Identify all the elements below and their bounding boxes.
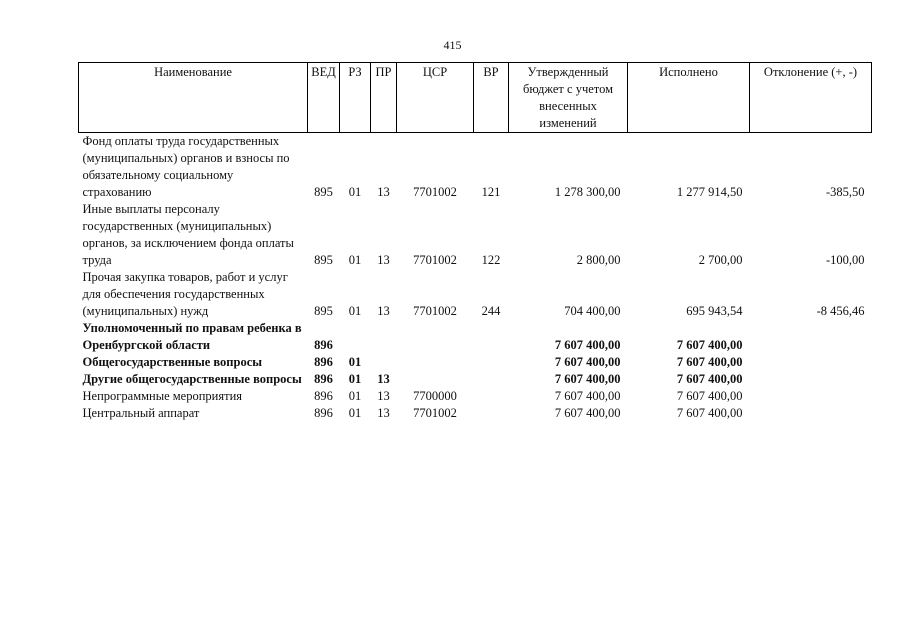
- row-csr: 7701002: [413, 406, 457, 420]
- table-row: [79, 405, 872, 422]
- row-name: Прочая закупка товаров, работ и услуг для обеспечения государственных (муниципальных) нужд: [82, 270, 288, 318]
- row-executed: 7 607 400,00: [676, 389, 743, 403]
- row-csr: 7700000: [413, 389, 457, 403]
- row-deviation: [750, 405, 872, 422]
- row-deviation: -100,00: [825, 253, 865, 267]
- budget-table: [78, 62, 872, 422]
- row-pr: 13: [377, 406, 390, 420]
- row-rz: 01: [348, 355, 362, 369]
- row-approved: 7 607 400,00: [554, 338, 621, 352]
- table-row: [79, 133, 872, 202]
- header-vr: ВР: [474, 63, 509, 133]
- table-row: [79, 388, 872, 405]
- header-approved: Утвержденный бюджет с учетом внесенных изменений: [509, 63, 628, 133]
- row-approved: 7 607 400,00: [554, 355, 621, 369]
- row-name: Уполномоченный по правам ребенка в Оренбургской области: [82, 321, 302, 352]
- row-executed: 7 607 400,00: [676, 355, 743, 369]
- row-vr: 244: [481, 304, 501, 318]
- row-pr: 13: [377, 372, 390, 386]
- header-executed: Исполнено: [628, 63, 750, 133]
- row-ved: 896: [314, 355, 333, 369]
- table-row: [79, 371, 872, 388]
- row-executed: 1 277 914,50: [676, 185, 743, 199]
- row-executed: 2 700,00: [698, 253, 743, 267]
- row-vr: 122: [481, 253, 501, 267]
- header-name: Наименование: [79, 63, 308, 133]
- row-ved: 895: [314, 253, 333, 267]
- row-name: Другие общегосударственные вопросы: [82, 372, 302, 386]
- table-row: [79, 269, 872, 320]
- row-csr: [397, 354, 474, 371]
- row-rz: 01: [348, 406, 362, 420]
- header-csr: ЦСР: [397, 63, 474, 133]
- row-pr: 13: [377, 304, 390, 318]
- row-ved: 896: [314, 406, 333, 420]
- row-executed: 7 607 400,00: [676, 338, 743, 352]
- page-number: 415: [443, 38, 462, 52]
- row-ved: 895: [314, 185, 333, 199]
- row-vr: [474, 388, 509, 405]
- row-vr: [474, 371, 509, 388]
- row-name: Центральный аппарат: [82, 406, 200, 420]
- row-pr: 13: [377, 253, 390, 267]
- header-deviation: Отклонение (+, -): [750, 63, 872, 133]
- row-pr: 13: [377, 185, 390, 199]
- row-name: Общегосударственные вопросы: [82, 355, 263, 369]
- row-name: Иные выплаты персоналу государственных (муниципальных) органов, за исключением фонда оплаты труда: [82, 202, 294, 267]
- row-deviation: [750, 354, 872, 371]
- table-header: [79, 63, 872, 133]
- row-approved: 1 278 300,00: [554, 185, 621, 199]
- row-approved: 7 607 400,00: [554, 406, 621, 420]
- row-deviation: -8 456,46: [816, 304, 865, 318]
- row-csr: 7701002: [413, 304, 457, 318]
- header-rz: РЗ: [340, 63, 371, 133]
- row-vr: [474, 354, 509, 371]
- row-rz: 01: [348, 372, 362, 386]
- row-name: Непрограммные мероприятия: [82, 389, 243, 403]
- row-ved: 896: [314, 372, 333, 386]
- row-rz: 01: [348, 185, 362, 199]
- table-row: [79, 354, 872, 371]
- row-name: Фонд оплаты труда государственных (муниципальных) органов и взносы по обязательному социальному страхованию: [82, 134, 290, 199]
- row-csr: 7701002: [413, 185, 457, 199]
- row-rz: [340, 320, 371, 354]
- row-approved: 7 607 400,00: [554, 372, 621, 386]
- row-ved: 896: [314, 338, 333, 352]
- row-approved: 704 400,00: [564, 304, 621, 318]
- table-row: [79, 320, 872, 354]
- row-ved: 896: [314, 389, 333, 403]
- row-deviation: [750, 388, 872, 405]
- table-row: [79, 201, 872, 269]
- row-approved: 2 800,00: [576, 253, 621, 267]
- header-pr: ПР: [371, 63, 397, 133]
- row-vr: 121: [481, 185, 501, 199]
- row-executed: 7 607 400,00: [676, 406, 743, 420]
- row-vr: [474, 320, 509, 354]
- row-pr: [371, 320, 397, 354]
- row-executed: 7 607 400,00: [676, 372, 743, 386]
- row-deviation: [750, 320, 872, 354]
- table-body: [79, 133, 872, 423]
- row-executed: 695 943,54: [686, 304, 743, 318]
- row-pr: 13: [377, 389, 390, 403]
- row-csr: 7701002: [413, 253, 457, 267]
- row-rz: 01: [348, 304, 362, 318]
- row-ved: 895: [314, 304, 333, 318]
- row-csr: [397, 371, 474, 388]
- row-approved: 7 607 400,00: [554, 389, 621, 403]
- row-deviation: [750, 371, 872, 388]
- row-csr: [397, 320, 474, 354]
- row-rz: 01: [348, 389, 362, 403]
- header-ved: ВЕД: [308, 63, 340, 133]
- row-pr: [371, 354, 397, 371]
- row-vr: [474, 405, 509, 422]
- row-rz: 01: [348, 253, 362, 267]
- row-deviation: -385,50: [825, 185, 865, 199]
